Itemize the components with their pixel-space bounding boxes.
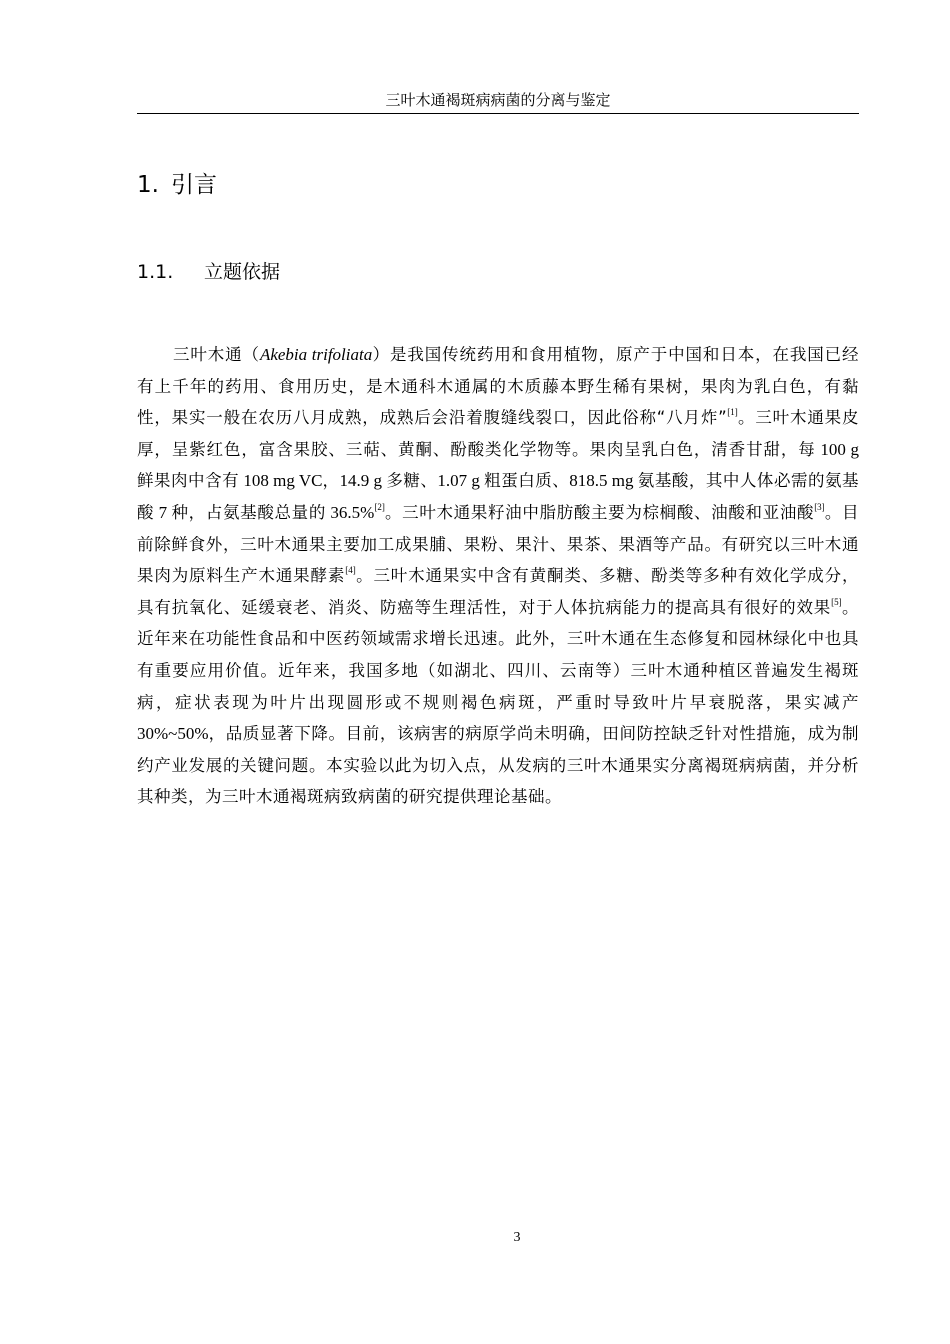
measurement: 14.9 g: [339, 471, 387, 491]
text-run: 。三叶木通果皮厚，呈紫红色，富含果胶、三萜、黄酮、酚酸类化学物等。果肉呈乳白色，清香甘甜，每: [137, 408, 859, 459]
citation-ref: [1]: [727, 407, 738, 418]
text-run: 粗蛋白质、: [484, 471, 570, 491]
text-run: 种，占氨基酸总量的: [171, 502, 327, 522]
measurement: 1.07 g: [437, 471, 485, 491]
citation-ref: [4]: [345, 565, 356, 576]
species-name: Akebia trifoliata: [259, 345, 373, 364]
text-run: 。近年来在功能性食品和中医药领域需求增长迅速。此外，三叶木通在生态修复和园林绿化中也具有重要应用价值。近年来，我国多地（如湖北、四川、云南等）三叶木通种植区普遍发生褐斑病，症状表现为叶片出现圆形或不规则褐色病斑，严重时导致叶片早衰脱落，果实减产: [137, 597, 860, 712]
measurement: 30%~50%: [137, 724, 209, 744]
subsection-title: 立题依据: [204, 261, 281, 283]
text-run: ）是我国传统药用和食用植物，原产于中国和日本，在我国已经有上千年的药用、食用历史，是木通科木通属的木质藤本野生稀有果树，果肉为乳白色，有黏性，果实一般在农历八月成熟，成熟后会沿着腹缝线裂口，因此俗称“八月炸”: [137, 345, 860, 428]
page-number: 3: [513, 1230, 521, 1245]
measurement: 818.5 mg: [569, 471, 638, 491]
measurement: 108 mg VC: [239, 471, 323, 491]
text-run: 氨基酸，其中人体必需的氨基酸: [137, 471, 860, 522]
measurement: 36.5%: [326, 502, 375, 522]
section-heading: [137, 170, 217, 200]
body-paragraph: [137, 339, 859, 813]
citation-ref: [2]: [374, 501, 385, 512]
text-run: 鲜果肉中含有: [137, 471, 240, 491]
measurement: 7: [154, 502, 172, 522]
measurement: 100 g: [815, 439, 860, 459]
text-run: 。三叶木通果实中含有黄酮类、多糖、酚类等多种有效化学成分，具有抗氧化、延缓衰老、消炎、防癌等生理活性，对于人体抗病能力的提高具有很好的效果: [137, 566, 860, 617]
subsection-heading: [137, 259, 280, 285]
section-number: 1.: [137, 172, 159, 198]
text-run: 多糖、: [386, 471, 438, 491]
section-title: 引言: [170, 172, 217, 198]
citation-ref: [5]: [831, 596, 842, 607]
subsection-number: 1.1.: [137, 261, 174, 283]
text-run: 。目前除鲜食外，三叶木通果主要加工成果脯、果粉、果汁、果茶、果酒等产品。有研究以三叶木通果肉为原料生产木通果酵素: [137, 502, 860, 586]
text-run: ，品质显著下降。目前，该病害的病原学尚未明确，田间防控缺乏针对性措施，成为制约产业发展的关键问题。本实验以此为切入点，从发病的三叶木通果实分离褐斑病病菌，并分析其种类，为三叶木通褐斑病致病菌的研究提供理论基础。: [137, 724, 859, 807]
citation-ref: [3]: [814, 501, 825, 512]
text-run: ，: [322, 471, 340, 491]
header-rule: [137, 113, 859, 114]
text-run: 三叶木通（: [173, 345, 260, 364]
text-run: 。三叶木通果籽油中脂肪酸主要为棕榈酸、油酸和亚油酸: [384, 502, 815, 522]
running-header-title: 三叶木通褐斑病病菌的分离与鉴定: [385, 91, 611, 109]
